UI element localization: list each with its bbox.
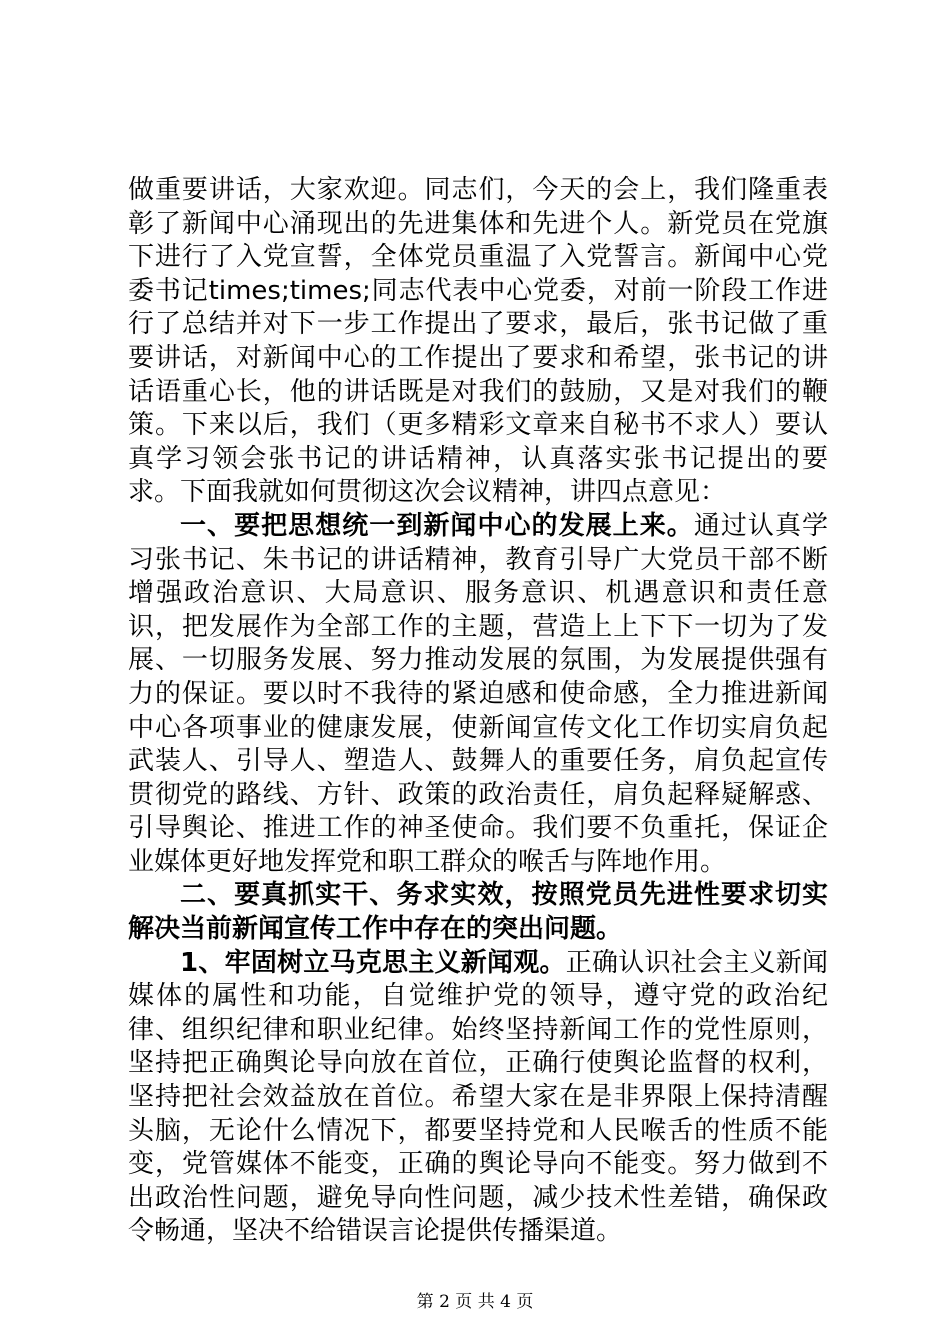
paragraph-intro xyxy=(128,174,828,510)
page-footer xyxy=(0,1292,950,1312)
paragraph-section-one xyxy=(128,510,828,880)
document-body xyxy=(128,174,828,1249)
page-number-label: 第 2 页 共 4 页 xyxy=(416,1292,534,1312)
item-one-heading: 1、牢固树立马克思主义新闻观。 xyxy=(180,947,566,978)
section-two-heading: 二、要真抓实干、务求实效，按照党员先进性要求切实解决当前新闻宣传工作中存在的突出问题。 xyxy=(128,880,828,945)
paragraph-section-two xyxy=(128,879,828,946)
paragraph-item-one xyxy=(128,947,828,1249)
section-one-text: 通过认真学习张书记、朱书记的讲话精神，教育引导广大党员干部不断增强政治意识、大局意识、服务意识、机遇意识和责任意识，把发展作为全部工作的主题，营造上上下下一切为了发展、一切服务发展、努力推动发展的氛围，为发展提供强有力的保证。要以时不我待的紧迫感和使命感，全力推进新闻中心各项事业的健康发展，使新闻宣传文化工作切实肩负起武装人、引导人、塑造人、鼓舞人的重要任务，肩负起宣传贯彻党的路线、方针、政策的政治责任，肩负起释疑解惑、引导舆论、推进工作的神圣使命。我们要不负重托，保证企业媒体更好地发挥党和职工群众的喉舌与阵地作用。 xyxy=(128,510,828,877)
paragraph-intro-text: 做重要讲话，大家欢迎。同志们，今天的会上，我们隆重表彰了新闻中心涌现出的先进集体和先进个人。新党员在党旗下进行了入党宣誓，全体党员重温了入党誓言。新闻中心党委书记times;times;同志代表中心党委，对前一阶段工作进行了总结并对下一步工作提出了要求，最后，张书记做了重要讲话，对新闻中心的工作提出了要求和希望，张书记的讲话语重心长，他的讲话既是对我们的鼓励，又是对我们的鞭策。下来以后，我们（更多精彩文章来自秘书不求人）要认真学习领会张书记的讲话精神，认真落实张书记提出的要求。下面我就如何贯彻这次会议精神，讲四点意见： xyxy=(128,175,828,508)
item-one-text: 正确认识社会主义新闻媒体的属性和功能，自觉维护党的领导，遵守党的政治纪律、组织纪律和职业纪律。始终坚持新闻工作的党性原则，坚持把正确舆论导向放在首位，正确行使舆论监督的权利，坚持把社会效益放在首位。希望大家在是非界限上保持清醒头脑，无论什么情况下，都要坚持党和人民喉舌的性质不能变，党管媒体不能变，正确的舆论导向不能变。努力做到不出政治性问题，避免导向性问题，减少技术性差错，确保政令畅通，坚决不给错误言论提供传播渠道。 xyxy=(128,947,828,1247)
section-one-heading: 一、要把思想统一到新闻中心的发展上来。 xyxy=(180,510,694,541)
